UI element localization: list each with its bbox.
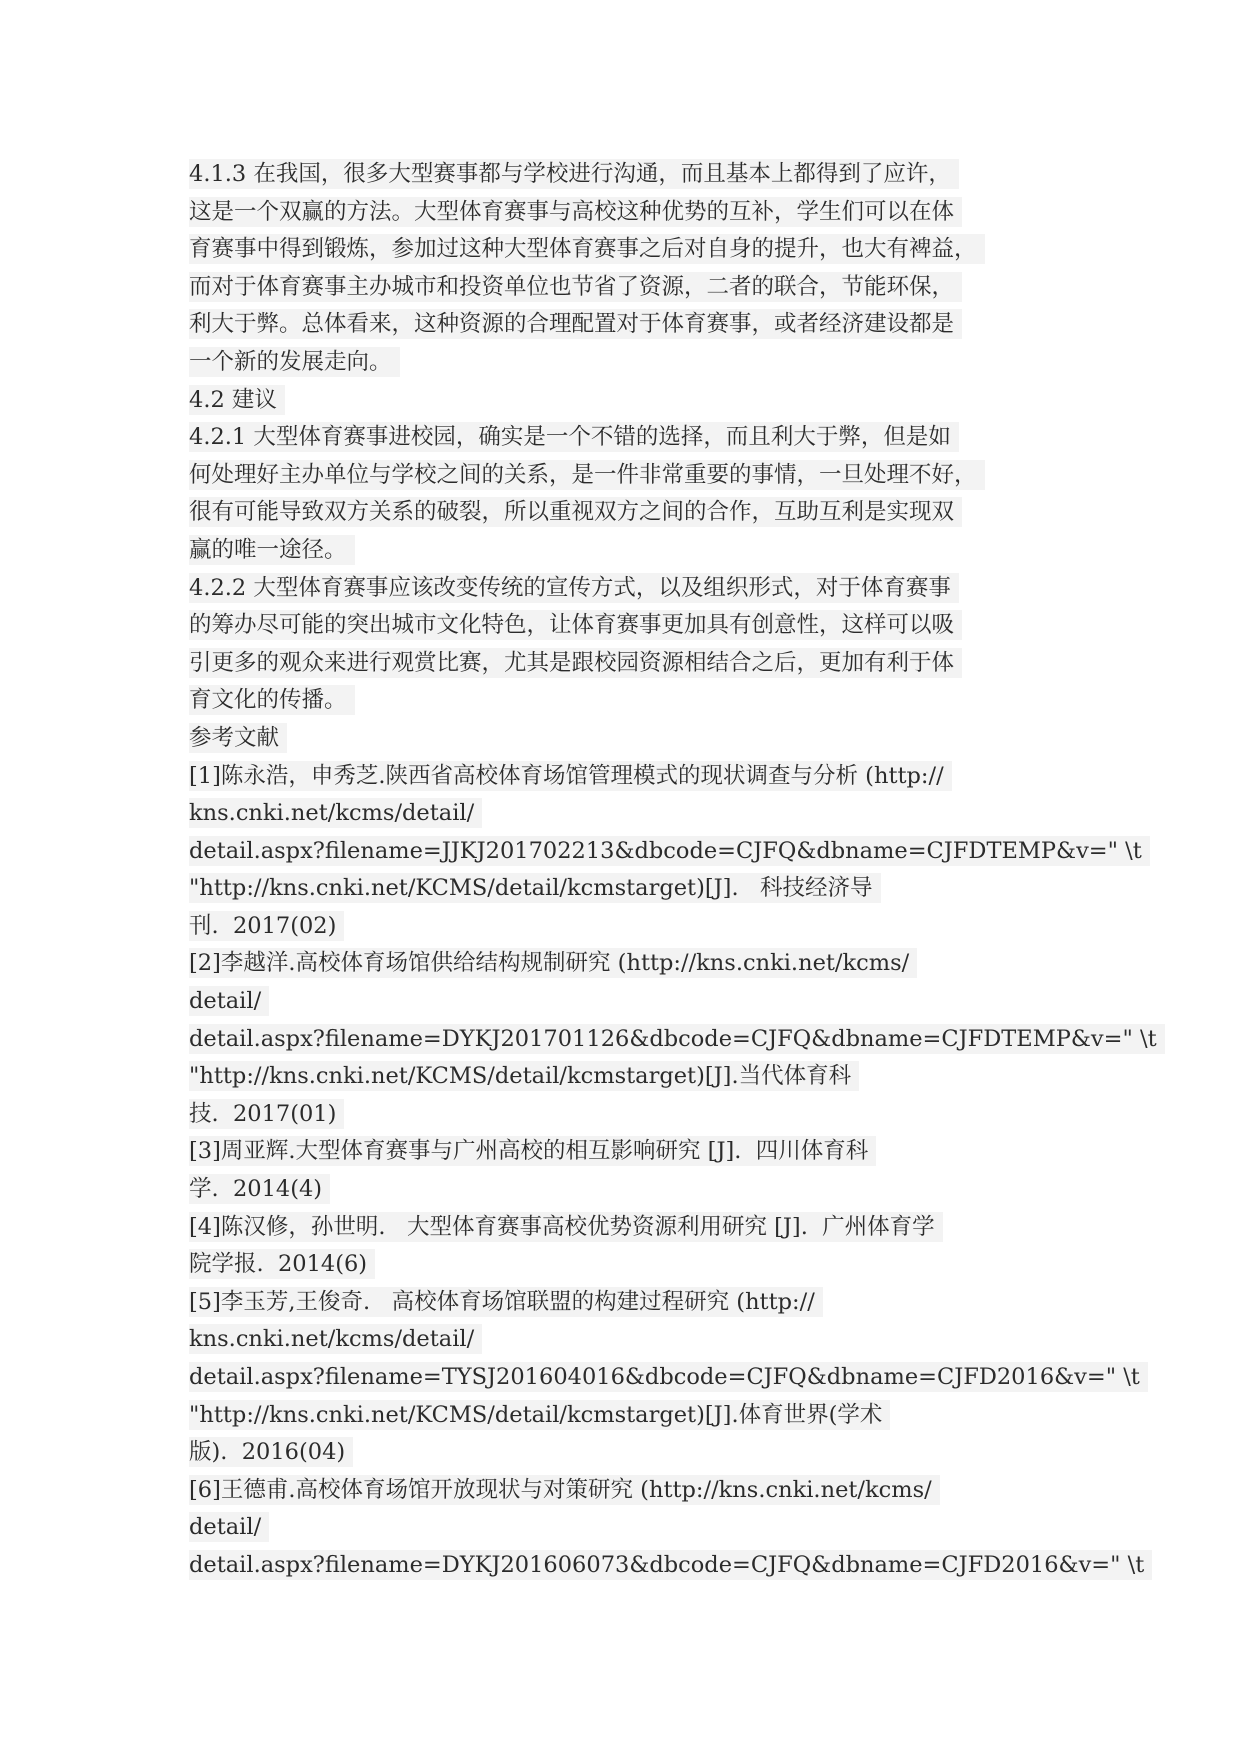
line-text: 何处理好主办单位与学校之间的关系，是一件非常重要的事情，一旦处理不好， xyxy=(189,460,985,490)
line-text: detail.aspx?filename=TYSJ201604016&dbcode=CJFQ&dbname=CJFD2016&v=" \t xyxy=(189,1362,1148,1392)
reference-line xyxy=(189,869,1189,907)
line-text: kns.cnki.net/kcms/detail/ xyxy=(189,798,482,828)
line-text: "http://kns.cnki.net/KCMS/detail/kcmstarget)[J]. 科技经济导 xyxy=(189,873,881,903)
reference-line xyxy=(189,757,1189,795)
text-line xyxy=(189,606,1189,644)
line-text: 技. 2017(01) xyxy=(189,1099,344,1129)
line-text: [3]周亚辉.大型体育赛事与广州高校的相互影响研究 [J]. 四川体育科 xyxy=(189,1136,876,1166)
line-text: 4.2.1 大型体育赛事进校园，确实是一个不错的选择，而且利大于弊，但是如 xyxy=(189,422,959,452)
line-text: 育赛事中得到锻炼，参加过这种大型体育赛事之后对自身的提升，也大有裨益， xyxy=(189,234,985,264)
reference-line xyxy=(189,1396,1189,1434)
line-text: 院学报. 2014(6) xyxy=(189,1249,375,1279)
reference-line xyxy=(189,794,1189,832)
line-text: [1]陈永浩，申秀芝.陕西省高校体育场馆管理模式的现状调查与分析 (http:// xyxy=(189,761,952,791)
line-text: 利大于弊。总体看来，这种资源的合理配置对于体育赛事，或者经济建设都是 xyxy=(189,309,962,339)
reference-line xyxy=(189,907,1189,945)
line-text: 引更多的观众来进行观赏比赛，尤其是跟校园资源相结合之后，更加有利于体 xyxy=(189,648,962,678)
reference-line xyxy=(189,1320,1189,1358)
reference-line xyxy=(189,1170,1189,1208)
document-page xyxy=(189,155,1189,1584)
line-text: 的筹办尽可能的突出城市文化特色，让体育赛事更加具有创意性，这样可以吸 xyxy=(189,610,962,640)
line-text: 赢的唯一途径。 xyxy=(189,535,355,565)
reference-line xyxy=(189,832,1189,870)
text-line xyxy=(189,268,1189,306)
line-text: [2]李越洋.高校体育场馆供给结构规制研究 (http://kns.cnki.net/kcms/ xyxy=(189,948,917,978)
line-text: "http://kns.cnki.net/KCMS/detail/kcmstarget)[J].体育世界(学术 xyxy=(189,1400,890,1430)
reference-line xyxy=(189,1208,1189,1246)
line-text: detail.aspx?filename=DYKJ201606073&dbcode=CJFQ&dbname=CJFD2016&v=" \t xyxy=(189,1550,1152,1580)
line-text: detail/ xyxy=(189,986,269,1016)
reference-line xyxy=(189,1433,1189,1471)
text-line xyxy=(189,305,1189,343)
reference-line xyxy=(189,1471,1189,1509)
line-text: 这是一个双赢的方法。大型体育赛事与高校这种优势的互补，学生们可以在体 xyxy=(189,197,962,227)
section-heading xyxy=(189,381,1189,419)
line-text: [4]陈汉修，孙世明. 大型体育赛事高校优势资源利用研究 [J]. 广州体育学 xyxy=(189,1212,943,1242)
line-text: 一个新的发展走向。 xyxy=(189,347,400,377)
line-text: kns.cnki.net/kcms/detail/ xyxy=(189,1324,482,1354)
text-line xyxy=(189,531,1189,569)
text-line xyxy=(189,493,1189,531)
text-line xyxy=(189,681,1189,719)
text-line xyxy=(189,569,1189,607)
reference-line xyxy=(189,1508,1189,1546)
text-line xyxy=(189,644,1189,682)
line-text: 版). 2016(04) xyxy=(189,1437,353,1467)
line-text: "http://kns.cnki.net/KCMS/detail/kcmstarget)[J].当代体育科 xyxy=(189,1061,859,1091)
line-text: 而对于体育赛事主办城市和投资单位也节省了资源，二者的联合，节能环保， xyxy=(189,272,962,302)
line-text: 参考文献 xyxy=(189,723,287,753)
text-line xyxy=(189,230,1189,268)
line-text: 4.2.2 大型体育赛事应该改变传统的宣传方式，以及组织形式，对于体育赛事 xyxy=(189,573,959,603)
reference-line xyxy=(189,1245,1189,1283)
reference-line xyxy=(189,1095,1189,1133)
text-line xyxy=(189,343,1189,381)
line-text: [5]李玉芳,王俊奇. 高校体育场馆联盟的构建过程研究 (http:// xyxy=(189,1287,823,1317)
line-text: detail/ xyxy=(189,1512,269,1542)
reference-line xyxy=(189,1358,1189,1396)
line-text: detail.aspx?filename=JJKJ201702213&dbcode=CJFQ&dbname=CJFDTEMP&v=" \t xyxy=(189,836,1150,866)
reference-line xyxy=(189,1283,1189,1321)
reference-line xyxy=(189,1020,1189,1058)
line-text: 很有可能导致双方关系的破裂，所以重视双方之间的合作，互助互利是实现双 xyxy=(189,497,962,527)
text-line xyxy=(189,456,1189,494)
text-line xyxy=(189,193,1189,231)
reference-line xyxy=(189,944,1189,982)
reference-line xyxy=(189,982,1189,1020)
reference-line xyxy=(189,1546,1189,1584)
references-heading xyxy=(189,719,1189,757)
line-text: 刊. 2017(02) xyxy=(189,911,344,941)
line-text: 育文化的传播。 xyxy=(189,685,355,715)
reference-line xyxy=(189,1132,1189,1170)
line-text: detail.aspx?filename=DYKJ201701126&dbcode=CJFQ&dbname=CJFDTEMP&v=" \t xyxy=(189,1024,1165,1054)
line-text: 4.2 建议 xyxy=(189,385,285,415)
line-text: 4.1.3 在我国，很多大型赛事都与学校进行沟通，而且基本上都得到了应许， xyxy=(189,159,959,189)
reference-line xyxy=(189,1057,1189,1095)
text-line xyxy=(189,155,1189,193)
text-line xyxy=(189,418,1189,456)
line-text: [6]王德甫.高校体育场馆开放现状与对策研究 (http://kns.cnki.net/kcms/ xyxy=(189,1475,940,1505)
line-text: 学. 2014(4) xyxy=(189,1174,330,1204)
